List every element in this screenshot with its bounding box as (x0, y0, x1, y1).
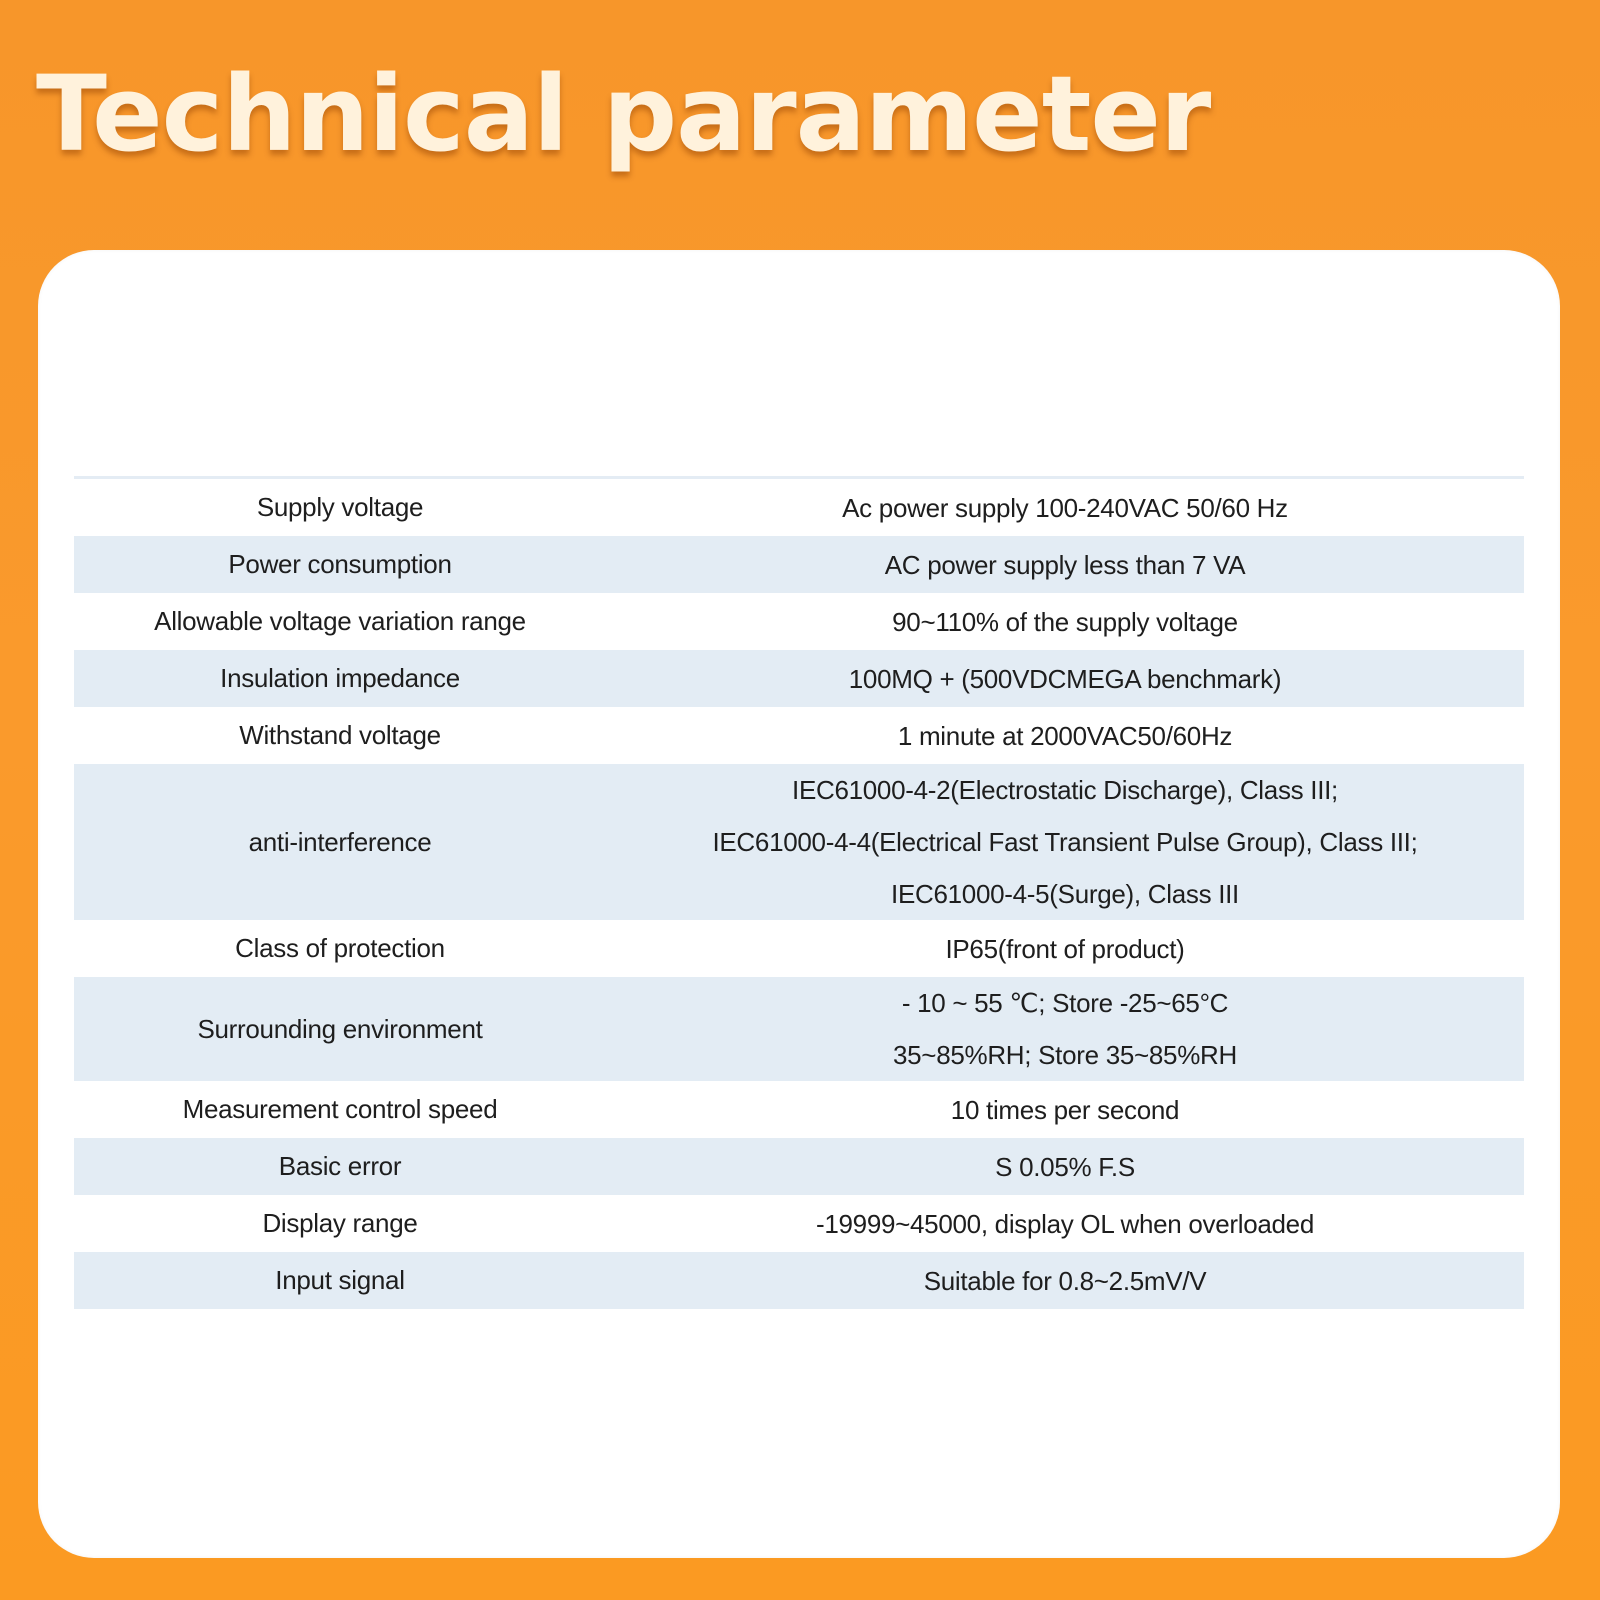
row-value (606, 710, 1524, 762)
value-line: IEC61000-4-5(Surge), Class III (891, 879, 1239, 909)
value-line: S 0.05% F.S (995, 1151, 1135, 1182)
table-row (74, 977, 1524, 1081)
row-value (606, 1141, 1524, 1193)
value-line: Ac power supply 100-240VAC 50/60 Hz (842, 492, 1288, 523)
value-line: IEC61000-4-4(Electrical Fast Transient Pulse Group), Class III; (712, 827, 1418, 857)
row-value (606, 977, 1524, 1081)
row-value (606, 653, 1524, 705)
value-line: 100MQ + (500VDCMEGA benchmark) (848, 663, 1282, 694)
value-line: IEC61000-4-2(Electrostatic Discharge), Class III; (792, 775, 1338, 805)
row-label: Class of protection (235, 933, 445, 963)
row-label: Power consumption (228, 549, 452, 579)
table-row (74, 1138, 1524, 1195)
spec-card (38, 250, 1560, 1558)
row-label: Basic error (278, 1151, 402, 1181)
page-title: Technical parameter (36, 53, 1211, 175)
value-line: -19999~45000, display OL when overloaded (815, 1208, 1315, 1239)
row-value (606, 539, 1524, 591)
spec-table (74, 479, 1524, 1309)
row-label: Withstand voltage (239, 720, 441, 750)
value-line: 10 times per second (950, 1094, 1180, 1125)
table-row (74, 593, 1524, 650)
value-line: AC power supply less than 7 VA (884, 549, 1246, 580)
value-line: Suitable for 0.8~2.5mV/V (923, 1265, 1207, 1296)
table-row (74, 536, 1524, 593)
row-label: Input signal (275, 1265, 405, 1295)
row-value (606, 596, 1524, 648)
table-row (74, 650, 1524, 707)
row-value (606, 923, 1524, 975)
row-value (606, 1255, 1524, 1307)
table-row (74, 1195, 1524, 1252)
value-line: IP65(front of product) (945, 933, 1185, 964)
row-label: Insulation impedance (220, 663, 460, 693)
row-value (606, 482, 1524, 534)
value-line: 35~85%RH; Store 35~85%RH (892, 1040, 1237, 1070)
row-label: Surrounding environment (197, 1013, 483, 1044)
table-row (74, 764, 1524, 920)
table-row (74, 920, 1524, 977)
row-value (606, 764, 1524, 920)
row-value (606, 1198, 1524, 1250)
table-row (74, 479, 1524, 536)
row-label: Allowable voltage variation range (154, 606, 526, 636)
row-label: Measurement control speed (182, 1094, 498, 1124)
row-label: Display range (262, 1208, 418, 1238)
table-row (74, 1252, 1524, 1309)
row-label: anti-interference (248, 826, 432, 857)
table-row (74, 1081, 1524, 1138)
value-line: 90~110% of the supply voltage (892, 606, 1238, 637)
value-line: - 10 ~ 55 ℃; Store -25~65°C (901, 988, 1229, 1018)
value-line: 1 minute at 2000VAC50/60Hz (897, 720, 1233, 751)
table-row (74, 707, 1524, 764)
row-label: Supply voltage (256, 492, 424, 522)
row-value (606, 1084, 1524, 1136)
